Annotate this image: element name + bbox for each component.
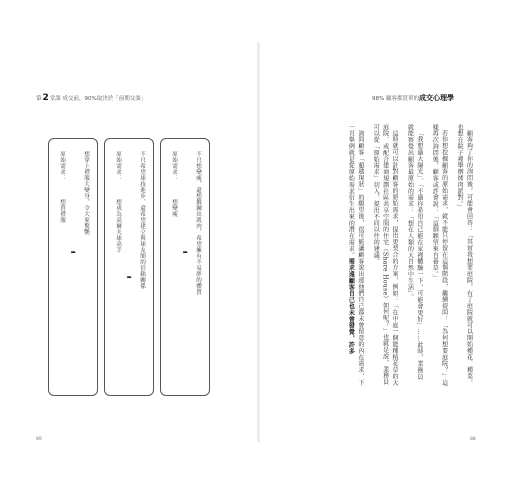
example-box-1 <box>160 138 210 396</box>
arrow-down-icon: ⬅ <box>126 274 132 281</box>
book-title-strong: 成交心理學 <box>418 94 454 102</box>
box-2-top-value: 想成為高爾夫球高手 <box>115 199 121 253</box>
paragraph-5 <box>346 124 365 386</box>
right-running-head <box>372 93 454 103</box>
left-running-head <box>36 93 146 103</box>
book-gutter <box>257 42 260 442</box>
right-page-number: 88 <box>470 437 476 442</box>
paragraph-2: 若你想挖掘顧客的原始需求，就不能只停留在這個階段，繼續提問：「為何想要庭院？」這樣再次詢問後，顧客或許會說：「這個願望來自養草。」 <box>431 124 448 386</box>
lesson-suffix: 堂課 <box>49 96 61 102</box>
box-3-result: 想穿上禮服大變身，令大家驚艷 <box>83 151 89 235</box>
arrow-down-icon: ⬅ <box>70 249 76 256</box>
box-1-top-label: 原始需求： <box>171 151 177 181</box>
body-text <box>340 124 473 386</box>
box-1-top-value: 想變瘦 <box>171 199 177 217</box>
box-2-result: 不只希望球技進步，還希望建立與球友間的信賴關係 <box>139 151 145 289</box>
example-box-3 <box>48 138 98 396</box>
box-1-result: 不只想變瘦，還想鍛鍊出肌肉，希望擁有不易胖的體質 <box>195 151 201 295</box>
paragraph-5-text: 詢問顧客「超越現狀」的願望後，很可能讓顧客說出連他們自己都未曾留意的內在需求，下一頁舉例就是從原始需求衍生出來的潛在需求。 <box>347 124 364 386</box>
paragraph-3: 「我想過大陽光」、「不過你希望自己能在家裡體驗一下，可能會更好」……此時，業務員就能察覺出顧客最原始的需求：「想在人類的大自然中生活」。 <box>406 124 423 380</box>
lesson-number: 2 <box>42 93 49 103</box>
lesson-prefix: 第 <box>36 96 42 102</box>
left-page-number: 89 <box>36 437 42 442</box>
book-title-prefix: 98% 顧客都買單的 <box>372 96 419 102</box>
paragraph-5-bold: 需求遠顧客自己也未曾發覺，許多 <box>347 258 355 355</box>
arrow-down-icon: ⬅ <box>182 249 188 256</box>
box-3-top-value: 想買禮服 <box>59 199 65 223</box>
box-2-top-label: 原始需求： <box>115 151 121 181</box>
paragraph-1: 顧客夠了你的詢問後，可能會回答：「其實我想要庭院，有了庭院就可以開始種花、種菜。也想在院子裡舉辦烤肉派對。」 <box>456 124 473 386</box>
paragraph-4: 這時就可以針對顧客的原始需求，提出更契合的方案，例如：「在中庭一個能種植花草的大庭院、或配合建商規劃社區共享空間的住宅（Share House）如何呢？」也就是說，業務員可以從「原始需求」切入，提出不同以往的建議。 <box>372 124 399 386</box>
box-3-top-label: 原始需求： <box>59 151 65 181</box>
chapter-title: 成交前，90%取決於「前期交談」 <box>62 96 147 102</box>
example-box-2 <box>104 138 154 396</box>
